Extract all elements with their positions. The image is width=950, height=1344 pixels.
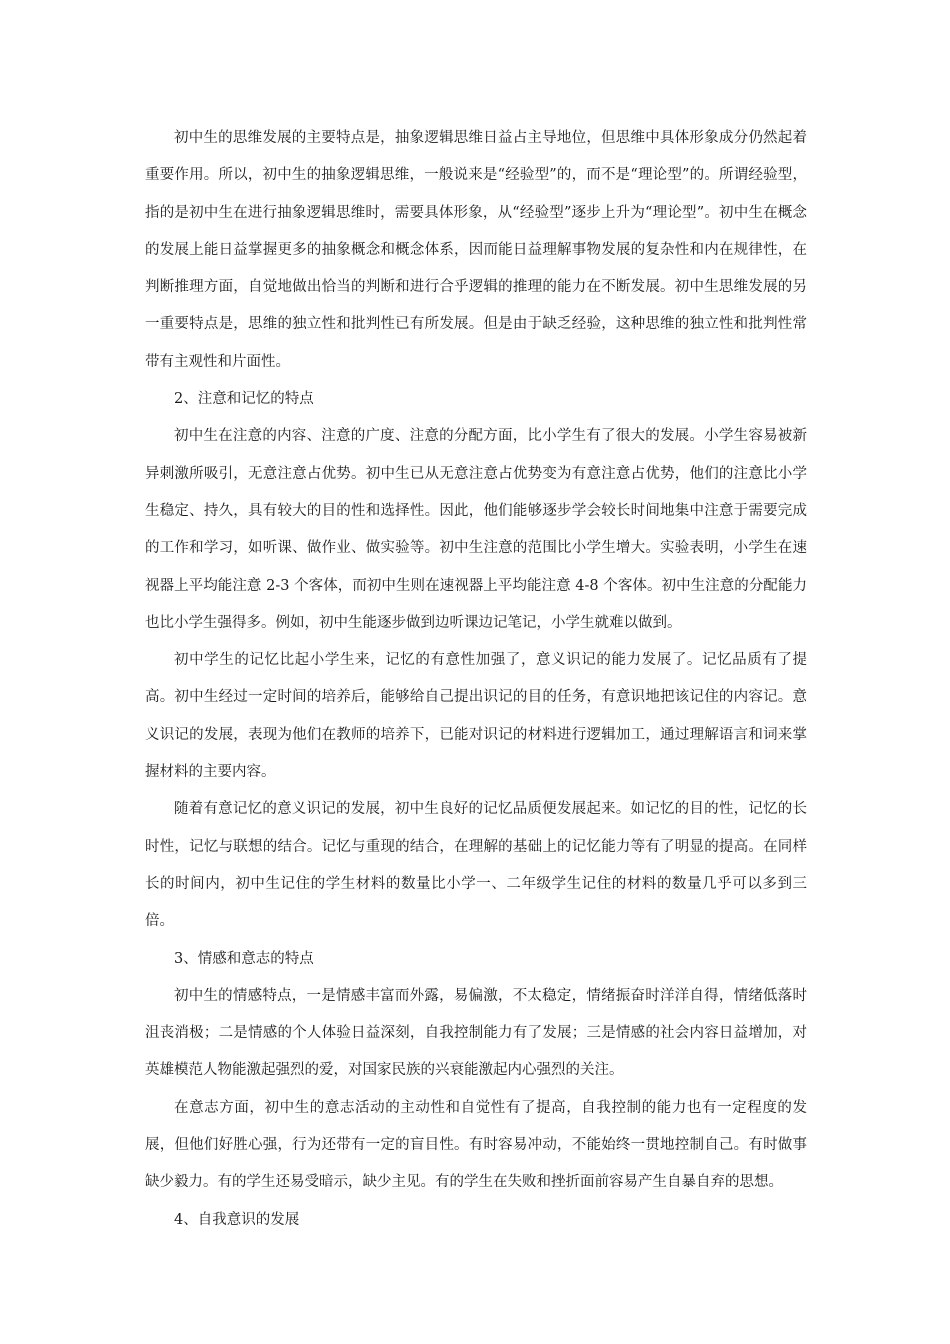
document-body (145, 120, 807, 1239)
section-heading-self-awareness: 4、自我意识的发展 (174, 1211, 300, 1228)
paragraph-memory: 初中学生的记忆比起小学生来，记忆的有意性加强了，意义识记的能力发展了。记忆品质有了提高。初中生经过一定时间的培养后，能够给自己提出识记的目的任务，有意识地把该记住的内容记。意义识记的发展，表现为他们在教师的培养下，已能对识记的材料进行逻辑加工，通过理解语言和词来掌握材料的主要内容。 (145, 652, 807, 781)
paragraph-emotion: 初中生的情感特点，一是情感丰富而外露，易偏激，不太稳定，情绪振奋时洋洋自得，情绪低落时沮丧消极；二是情感的个人体验日益深刻，自我控制能力有了发展；三是情感的社会内容日益增加，对英雄模范人物能激起强烈的爱，对国家民族的兴衰能激起内心强烈的关注。 (145, 987, 807, 1079)
paragraph-memory-quality: 随着有意记忆的意义识记的发展，初中生良好的记忆品质便发展起来。如记忆的目的性，记忆的长时性，记忆与联想的结合。记忆与重现的结合，在理解的基础上的记忆能力等有了明显的提高。在同样长的时间内，初中生记住的学生材料的数量比小学一、二年级学生记住的材料的数量几乎可以多到三倍。 (145, 801, 807, 930)
paragraph-will: 在意志方面，初中生的意志活动的主动性和自觉性有了提高，自我控制的能力也有一定程度的发展，但他们好胜心强，行为还带有一定的盲目性。有时容易冲动，不能始终一贯地控制自己。有时做事缺少毅力。有的学生还易受暗示，缺少主见。有的学生在失败和挫折面前容易产生自暴自弃的思想。 (145, 1099, 807, 1191)
section-heading-emotion-will: 3、情感和意志的特点 (174, 950, 314, 967)
paragraph-attention: 初中生在注意的内容、注意的广度、注意的分配方面，比小学生有了很大的发展。小学生容易被新异刺激所吸引，无意注意占优势。初中生已从无意注意占优势变为有意注意占优势，他们的注意比小学生稳定、持久，具有较大的目的性和选择性。因此，他们能够逐步学会较长时间地集中注意于需要完成的工作和学习，如听课、做作业、做实验等。初中生注意的范围比小学生增大。实验表明，小学生在速视器上平均能注意 2-3 个客体，而初中生则在速视器上平均能注意 4-8 个客体。初中生注意的分配能力也比小学生强得多。例如，初中生能逐步做到边听课边记笔记，小学生就难以做到。 (145, 428, 807, 631)
paragraph-thinking-features: 初中生的思维发展的主要特点是，抽象逻辑思维日益占主导地位，但思维中具体形象成分仍然起着重要作用。所以，初中生的抽象逻辑思维，一般说来是“经验型”的，而不是“理论型”的。所谓经验型，指的是初中生在进行抽象逻辑思维时，需要具体形象，从“经验型”逐步上升为“理论型”。初中生在概念的发展上能日益掌握更多的抽象概念和概念体系，因而能日益理解事物发展的复杂性和内在规律性，在判断推理方面，自觉地做出恰当的判断和进行合乎逻辑的推理的能力在不断发展。初中生思维发展的另一重要特点是，思维的独立性和批判性已有所发展。但是由于缺乏经验，这种思维的独立性和批判性常带有主观性和片面性。 (145, 130, 807, 370)
section-heading-attention-memory: 2、注意和记忆的特点 (174, 391, 314, 408)
